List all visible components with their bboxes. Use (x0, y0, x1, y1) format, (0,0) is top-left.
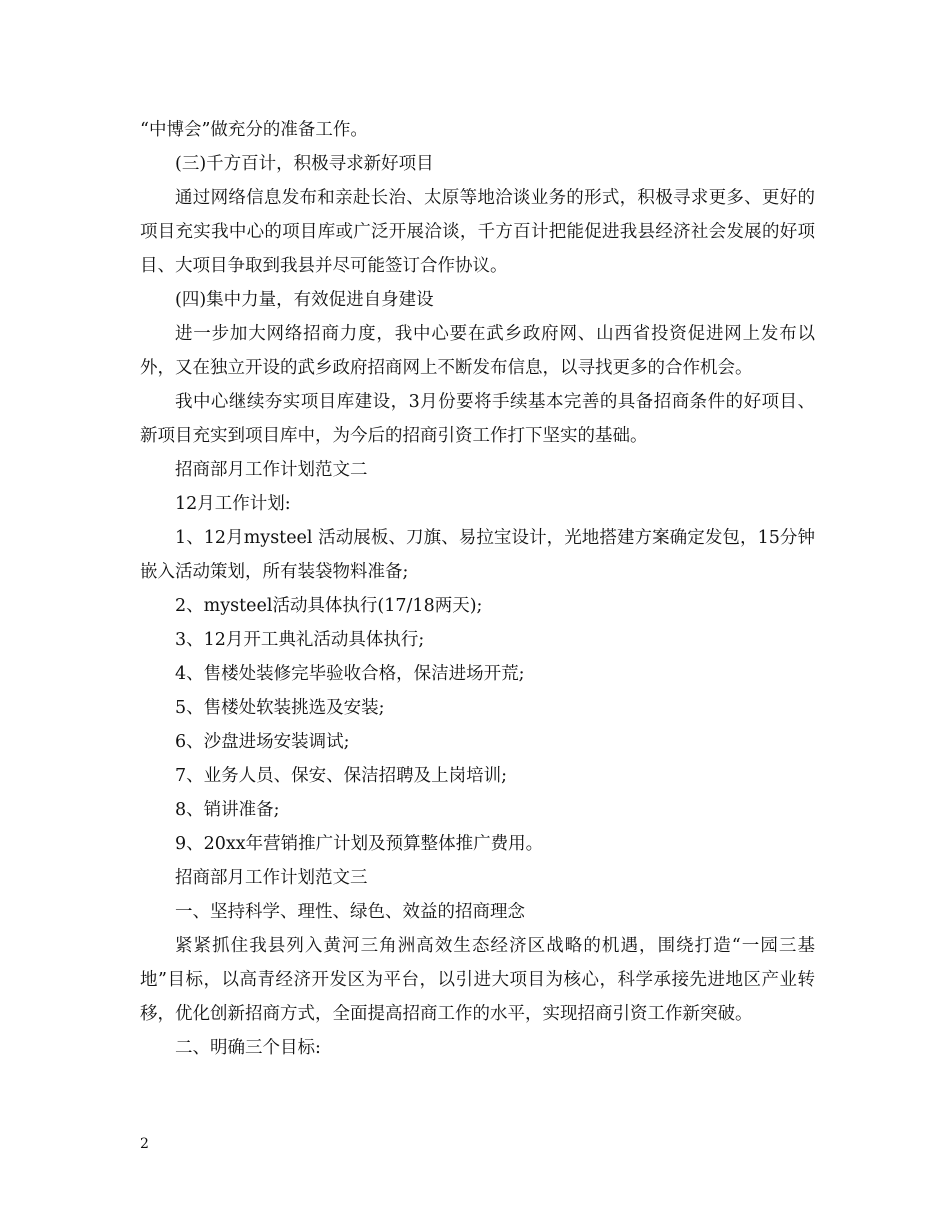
list-item: 3、12月开工典礼活动具体执行; (175, 630, 425, 650)
paragraph: 进一步加大网络招商力度，我中心要在武乡政府网、山西省投资促进网上发布以外，又在独立开设的武乡政府招商网上不断发布信息，以寻找更多的合作机会。 (140, 324, 815, 378)
list-item: 5、售楼处软装挑选及安装; (175, 698, 385, 718)
paragraph: 12月工作计划: (175, 494, 291, 514)
page-number: 2 (140, 1136, 149, 1152)
section-heading: 招商部月工作计划范文三 (175, 868, 368, 888)
list-item: 9、20xx年营销推广计划及预算整体推广费用。 (175, 834, 544, 854)
paragraph: 我中心继续夯实项目库建设，3月份要将手续基本完善的具备招商条件的好项目、新项目充实到项目库中，为今后的招商引资工作打下坚实的基础。 (140, 392, 815, 446)
list-item: 1、12月mysteel 活动展板、刀旗、易拉宝设计，光地搭建方案确定发包，15分钟嵌入活动策划，所有装袋物料准备; (140, 528, 815, 582)
section-heading: 招商部月工作计划范文二 (175, 460, 368, 480)
paragraph: “中博会”做充分的准备工作。 (140, 120, 368, 140)
paragraph: 通过网络信息发布和亲赴长治、太原等地洽谈业务的形式，积极寻求更多、更好的项目充实我中心的项目库或广泛开展洽谈，千方百计把能促进我县经济社会发展的好项目、大项目争取到我县并尽可能签订合作协议。 (140, 188, 815, 276)
list-item: 7、业务人员、保安、保洁招聘及上岗培训; (175, 766, 508, 786)
list-item: 4、售楼处装修完毕验收合格，保洁进场开荒; (175, 664, 525, 684)
list-item: 6、沙盘进场安装调试; (175, 732, 350, 752)
list-item: 8、销讲准备; (175, 800, 280, 820)
section-heading: (三)千方百计，积极寻求新好项目 (175, 154, 434, 174)
paragraph: 紧紧抓住我县列入黄河三角洲高效生态经济区战略的机遇，围绕打造“一园三基地”目标，以高青经济开发区为平台，以引进大项目为核心，科学承接先进地区产业转移，优化创新招商方式，全面提高招商工作的水平，实现招商引资工作新突破。 (140, 936, 815, 1024)
document-body (140, 113, 815, 1065)
section-heading: 一、坚持科学、理性、绿色、效益的招商理念 (175, 902, 525, 922)
section-heading: 二、明确三个目标: (175, 1038, 321, 1058)
section-heading: (四)集中力量，有效促进自身建设 (175, 290, 434, 310)
list-item: 2、mysteel活动具体执行(17/18两天); (175, 596, 483, 616)
